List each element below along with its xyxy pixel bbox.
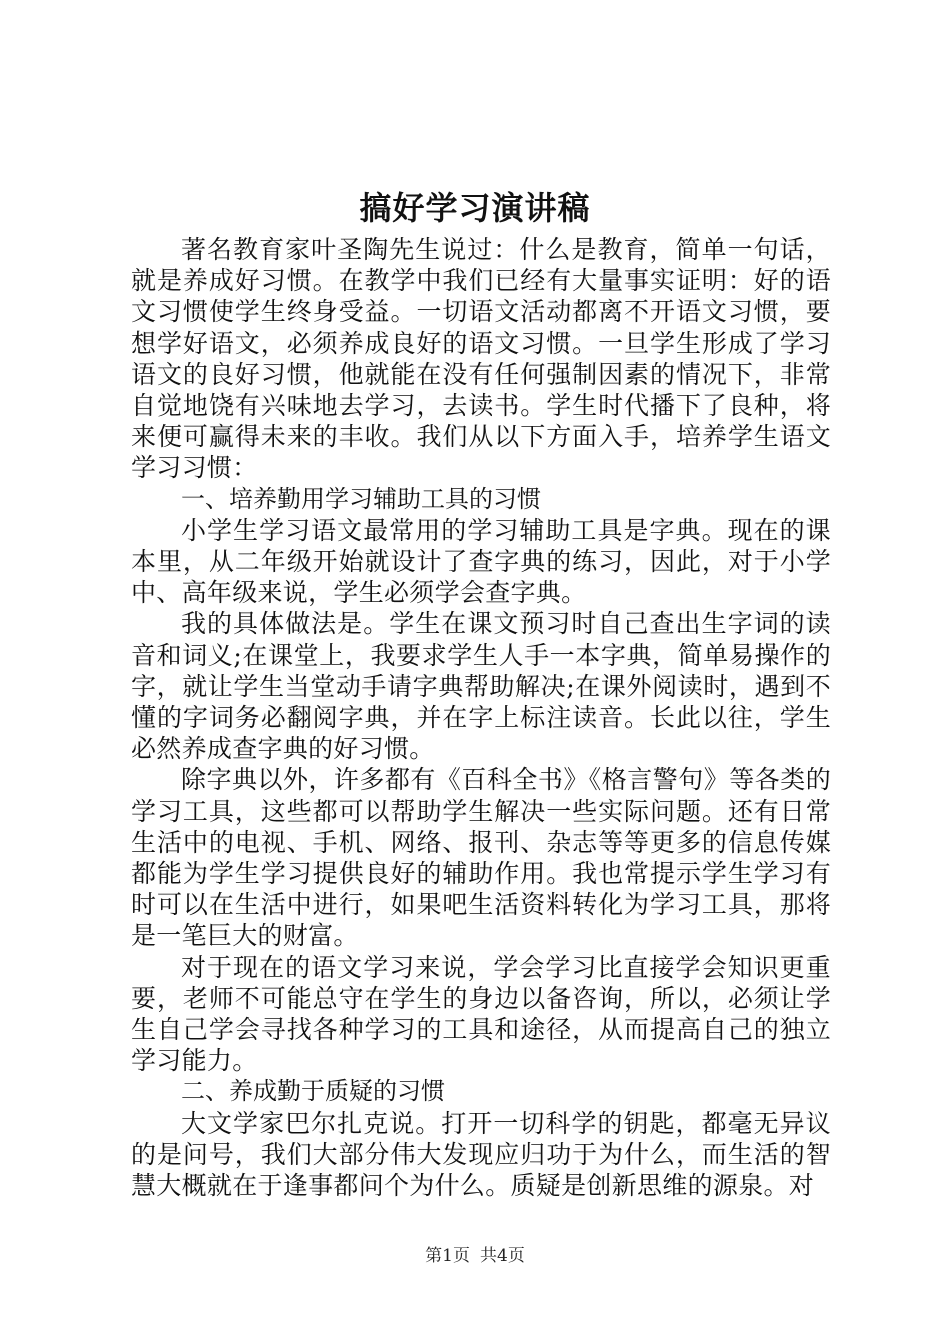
paragraph-questioning: 大文学家巴尔扎克说。打开一切科学的钥匙，都毫无异议的是问号，我们大部分伟大发现应归功于为什么，而生活的智慧大概就在于逢事都问个为什么。质疑是创新思维的源泉。对: [131, 1108, 831, 1201]
page-total: 共4页: [480, 1246, 525, 1266]
paragraph-dictionary: 小学生学习语文最常用的学习辅助工具是字典。现在的课本里，从二年级开始就设计了查字典的练习，因此，对于小学中、高年级来说，学生必须学会查字典。: [131, 515, 831, 608]
section-heading-2: 二、养成勤于质疑的习惯: [181, 1077, 445, 1106]
document-body: [131, 234, 831, 1201]
section-heading-1: 一、培养勤用学习辅助工具的习惯: [181, 484, 541, 513]
paragraph-tools: 除字典以外，许多都有《百科全书》《格言警句》等各类的学习工具，这些都可以帮助学生解决一些实际问题。还有日常生活中的电视、手机、网络、报刊、杂志等等更多的信息传媒都能为学生学习提供良好的辅助作用。我也常提示学生学习有时可以在生活中进行，如果吧生活资料转化为学习工具，那将是一笔巨大的财富。: [131, 765, 831, 951]
page-footer: [0, 1244, 950, 1268]
paragraph-method: 我的具体做法是。学生在课文预习时自己查出生字词的读音和词义;在课堂上，我要求学生人手一本字典，简单易操作的字，就让学生当堂动手请字典帮助解决;在课外阅读时，遇到不懂的字词务必翻阅字典，并在字上标注读音。长此以往，学生必然养成查字典的好习惯。: [131, 609, 831, 764]
paragraph-intro: 著名教育家叶圣陶先生说过：什么是教育，简单一句话，就是养成好习惯。在教学中我们已经有大量事实证明：好的语文习惯使学生终身受益。一切语文活动都离不开语文习惯，要想学好语文，必须养成良好的语文习惯。一旦学生形成了学习语文的良好习惯，他就能在没有任何强制因素的情况下，非常自觉地饶有兴味地去学习，去读书。学生时代播下了良种，将来便可赢得未来的丰收。我们从以下方面入手，培养学生语文学习习惯：: [131, 235, 831, 483]
paragraph-learning: 对于现在的语文学习来说，学会学习比直接学会知识更重要，老师不可能总守在学生的身边以备咨询，所以，必须让学生自己学会寻找各种学习的工具和途径，从而提高自己的独立学习能力。: [131, 952, 831, 1076]
document-title: 搞好学习演讲稿: [359, 189, 591, 227]
page-number: 第1页: [425, 1246, 470, 1266]
